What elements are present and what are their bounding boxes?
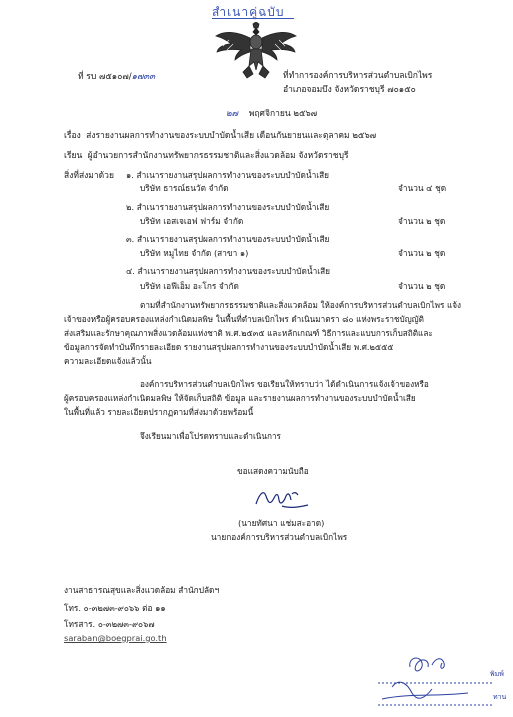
- copy-stamp-underline: [212, 18, 294, 19]
- reference-number-printed: ที่ รบ ๗๕๑๐๗/: [78, 72, 132, 82]
- copy-stamp-text: สำเนาคู่ฉบับ: [212, 5, 285, 19]
- signatory-name: (นายทัศนา แช่มสะอาด): [238, 518, 325, 528]
- footer-phone: โทร. ๐-๓๒๗๓-๙๐๖๖ ต่อ ๑๑: [64, 603, 166, 613]
- letter-date: [226, 106, 317, 120]
- enclosure-item-2-line2: บริษัท เอสเจเอฟ ฟาร์ม จำกัด: [140, 216, 244, 226]
- enclosure-item-4-line1: ๔. สำเนารายงานสรุปผลการทำงานของระบบบำบัดน้ำเสีย: [126, 266, 331, 276]
- footer-department: งานสาธารณสุขและสิ่งแวดล้อม สำนักปลัดฯ: [64, 585, 220, 595]
- reference-number: [78, 69, 155, 83]
- footer-fax: โทรสาร. ๐-๓๒๗๓-๙๐๖๗: [64, 619, 155, 629]
- enclosure-item-2-line1: ๒. สำเนารายงานสรุปผลการทำงานของระบบบำบัดน้ำเสีย: [126, 202, 330, 212]
- body-p1-line3: ส่งเสริมและรักษาคุณภาพสิ่งแวดล้อมแห่งชาติ พ.ศ.๒๕๓๕ และหลักเกณฑ์ วิธีการและแบบการเก็บสถิติและ: [64, 328, 433, 338]
- enclosure-item-1-line1: ๑. สำเนารายงานสรุปผลการทำงานของระบบบำบัดน้ำเสีย: [126, 170, 329, 180]
- enclosure-item-3-line1: ๓. สำเนารายงานสรุปผลการทำงานของระบบบำบัดน้ำเสีย: [126, 234, 330, 244]
- office-name: ที่ทำการองค์การบริหารส่วนตำบลเบิกไพร: [283, 71, 433, 81]
- enclosure-item-1-qty: จำนวน ๔ ชุด: [398, 183, 447, 193]
- recipient-line: [64, 148, 349, 162]
- office-address: อำเภอจอมบึง จังหวัดราชบุรี ๗๐๑๕๐: [283, 85, 416, 95]
- stamp-label-review: ทาน: [493, 693, 507, 701]
- enclosure-item-2-qty: จำนวน ๒ ชุด: [398, 216, 446, 226]
- footer-email: saraban@boegprai.go.th: [64, 633, 167, 643]
- reference-number-handwritten: ๑๗๓๓: [131, 72, 156, 82]
- subject-text: ส่งรายงานผลการทำงานของระบบบำบัดน้ำเสีย เดือนกันยายนและตุลาคม ๒๕๖๗: [86, 131, 377, 141]
- enclosure-item-3-line2: บริษัท หมูไทย จำกัด (สาขา ๑): [140, 248, 249, 258]
- stamp-label-print: พิมพ์: [490, 670, 504, 678]
- body-p2-line3: ในพื้นที่แล้ว รายละเอียดปรากฏตามที่ส่งมาด้วยพร้อมนี้: [64, 407, 254, 417]
- enclosure-item-3-qty: จำนวน ๒ ชุด: [398, 248, 446, 258]
- body-p2-line2: ผู้ครอบครองแหล่งกำเนิดมลพิษ ให้จัดเก็บสถิติ ข้อมูล และรายงานผลการทำงานของระบบบำบัดน้ำเสีย: [64, 393, 416, 403]
- subject-label: เรื่อง: [64, 131, 81, 141]
- date-day-handwritten: ๒๗: [226, 109, 238, 119]
- date-month-year: พฤศจิกายน ๒๕๖๗: [248, 109, 318, 119]
- recipient-text: ผู้อำนวยการสำนักงานทรัพยากรธรรมชาติและสิ่งแวดล้อม จังหวัดราชบุรี: [87, 151, 349, 161]
- signature-icon: [252, 486, 312, 512]
- initials-stamp-icon: [372, 653, 508, 715]
- enclosure-item-1-line2: บริษัท ธารณ์ธนวัต จำกัด: [140, 183, 229, 193]
- enclosures-label: สิ่งที่ส่งมาด้วย: [64, 171, 114, 181]
- recipient-label: เรียน: [64, 151, 83, 161]
- signatory-position: นายกองค์การบริหารส่วนตำบลเบิกไพร: [211, 532, 348, 542]
- closing-regards: ขอแสดงความนับถือ: [237, 466, 309, 476]
- body-p1-line5: ความละเอียดแจ้งแล้วนั้น: [64, 356, 152, 366]
- body-p1-line1: ตามที่สำนักงานทรัพยากรธรรมชาติและสิ่งแวดล้อม ให้องค์การบริหารส่วนตำบลเบิกไพร แจ้ง: [140, 300, 462, 310]
- body-p1-line4: ข้อมูลการจัดทำบันทึกรายละเอียด รายงานสรุปผลการทำงานของระบบบำบัดน้ำเสีย พ.ศ.๒๕๕๕: [64, 342, 394, 352]
- body-p2-line1: องค์การบริหารส่วนตำบลเบิกไพร ขอเรียนให้ทราบว่า ได้ดำเนินการแจ้งเจ้าของหรือ: [140, 379, 429, 389]
- body-p1-line2: เจ้าของหรือผู้ครอบครองแหล่งกำเนิดมลพิษ ในพื้นที่ตำบลเบิกไพร ดำเนินมาตรา ๘๐ แห่งพระราชบัญญัติ: [64, 314, 424, 324]
- enclosure-item-4-qty: จำนวน ๒ ชุด: [398, 281, 446, 291]
- subject-line: [64, 128, 376, 142]
- enclosure-item-4-line2: บริษัท เอฟีเอ็ม อะโกร จำกัด: [140, 281, 239, 291]
- body-paragraph-3: จึงเรียนมาเพื่อโปรดทราบและดำเนินการ: [140, 431, 281, 441]
